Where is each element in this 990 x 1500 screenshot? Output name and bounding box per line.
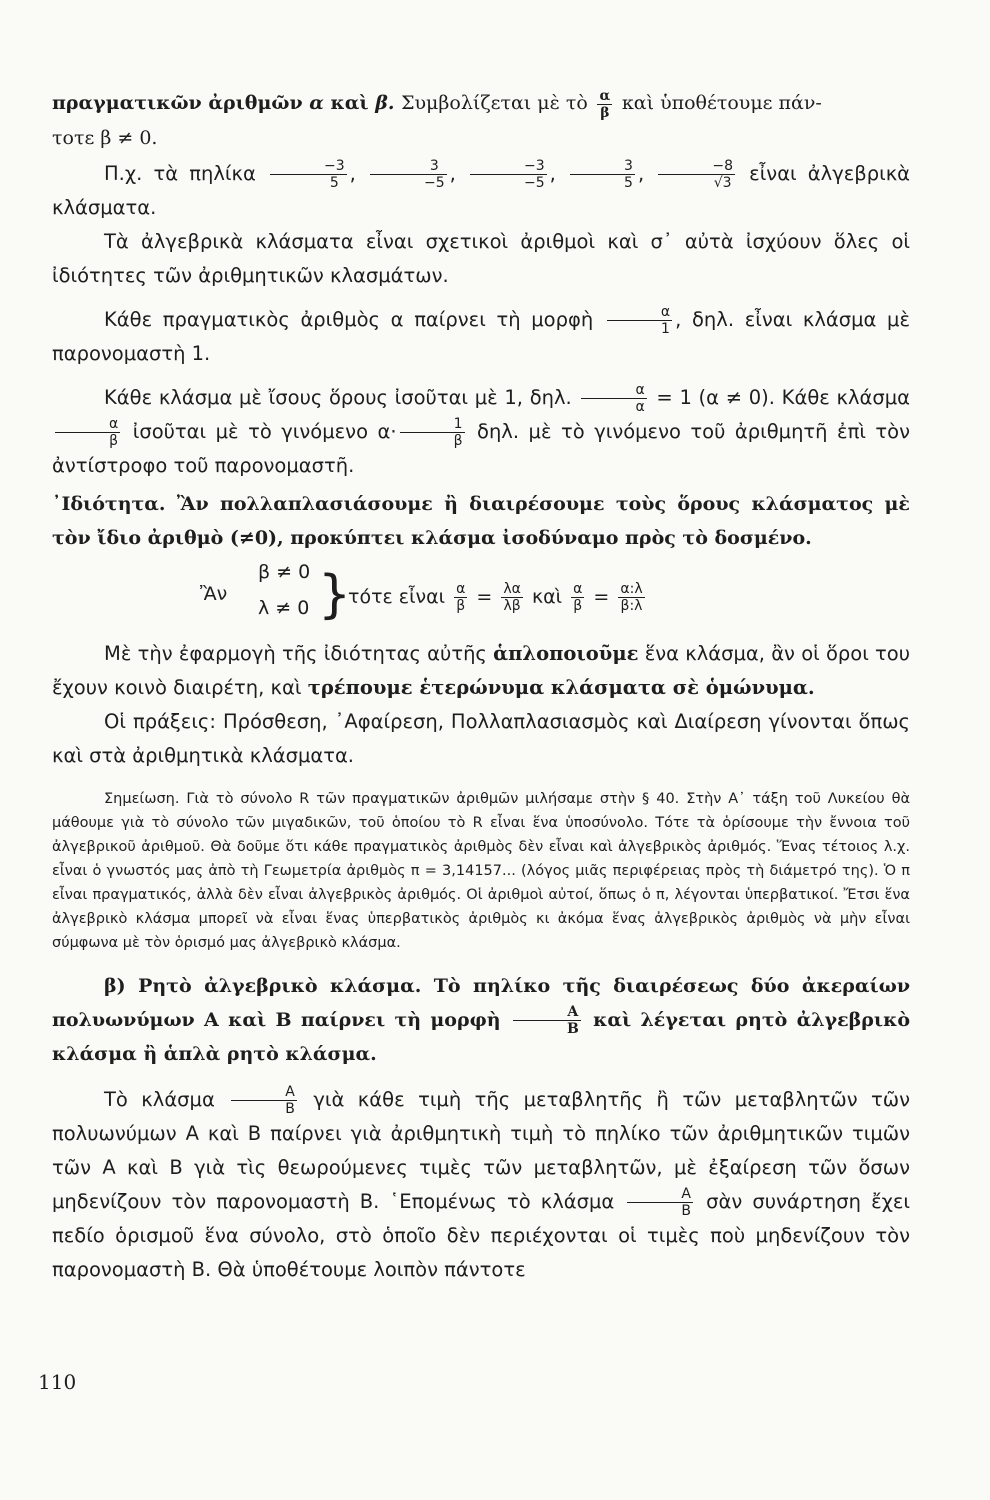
numerator: α:λ [620, 580, 643, 597]
equals: = [593, 585, 610, 608]
denominator: β [597, 104, 612, 121]
numerator: −8 [712, 157, 733, 174]
separator: , [449, 161, 456, 185]
text: , δηλ. εἶναι κλάσμα μὲ παρονομαστὴ 1. [52, 307, 910, 365]
denominator: −5 [370, 174, 447, 191]
text: γιὰ κάθε τιμὴ τῆς μεταβλητῆς ἢ τῶν μεταβλητῶν τῶν πολυωνύμων Α καὶ Β παίρνει γιὰ ἀριθμητικὴ τιμὴ τὸ πηλίκο τῶν ἀριθμητικῶν τιμῶν τῶν Α καὶ Β γιὰ τὶς θεωρούμενες τιμὲς τῶν μεταβλητῶν, μὲ ἐξαίρεση τῶν ὅσων μηδενίζουν τὸν παρονομαστὴ Β. ῾Επομένως τὸ κλάσμα [52, 1088, 911, 1213]
text: ἰσοῦται μὲ τὸ γινόμενο α· [132, 419, 397, 443]
numerator: A [567, 1004, 579, 1020]
numerator: −3 [524, 157, 545, 174]
paragraph-rational-domain [52, 1083, 910, 1287]
example-fraction [370, 158, 447, 191]
denominator: β [454, 597, 467, 614]
denominator: β [400, 432, 465, 449]
numerator: −3 [324, 157, 345, 174]
example-fraction [470, 158, 547, 191]
text: ἕνα κλάσμα, ἂν οἱ ὅροι του ἔχουν κοινὸ διαιρέτη, καὶ [52, 641, 910, 699]
text: = 1 (α ≠ 0). Κάθε κλάσμα [656, 385, 911, 409]
text: Τὸ κλάσμα [104, 1088, 215, 1111]
fraction-a-over-b [454, 581, 467, 614]
example-fraction [570, 158, 635, 191]
formula-result [348, 581, 648, 614]
denominator: α [581, 398, 646, 415]
denominator: √3 [658, 174, 735, 191]
text: β. [375, 92, 395, 114]
denominator: β [55, 432, 120, 449]
text: ἁπλοποιοῦμε [493, 641, 639, 665]
fraction-la-over-lb [501, 581, 523, 614]
numerator: A [285, 1084, 295, 1100]
numerator: α [109, 415, 119, 432]
text: Κάθε πραγματικὸς ἀριθμὸς α παίρνει τὴ μορφὴ [104, 307, 594, 331]
fraction-a-over-a [581, 382, 646, 415]
section-rational-fraction [52, 969, 910, 1072]
fraction-1-over-b [400, 416, 465, 449]
text: Μὲ τὴν ἐφαρμογὴ τῆς ἰδιότητας αὐτῆς [104, 641, 487, 665]
text: καὶ λέγεται ρητὸ ἀλγεβρικὸ κλάσμα ἢ ἁπλὰ ρητὸ κλάσμα. [52, 1008, 910, 1065]
text: καὶ [531, 585, 563, 608]
text: εἶναι ἀλγεβρικὰ κλάσματα. [52, 161, 911, 219]
example-fraction [270, 158, 347, 191]
fraction-A-over-B [513, 1004, 581, 1037]
text: πραγματικῶν ἀριθμῶν [52, 92, 303, 114]
numerator: 1 [453, 415, 463, 432]
denominator: 5 [270, 174, 347, 191]
condition-lambda: λ ≠ 0 [258, 596, 310, 619]
paragraph-simplification [52, 637, 910, 705]
denominator: λβ [501, 597, 523, 614]
paragraph-algebraic-fractions: Τὰ ἀλγεβρικὰ κλάσματα εἶναι σχετικοὶ ἀριθμοὶ καὶ σ᾽ αὐτὰ ἰσχύουν ὅλες οἱ ἰδιότητες τῶν ἀριθμητικῶν κλασμάτων. [52, 229, 910, 287]
fraction-A-over-B [627, 1186, 693, 1219]
example-paragraph [52, 157, 910, 225]
text: Κάθε κλάσμα μὲ ἴσους ὅρους ἰσοῦται μὲ 1, δηλ. [104, 385, 572, 409]
numerator: λα [503, 580, 521, 597]
separator: , [637, 161, 645, 185]
property-statement: ᾿Ιδιότητα. Ἂν πολλαπλασιάσουμε ἢ διαιρέσουμε τοὺς ὅρους κλάσματος μὲ τὸν ἴδιο ἀριθμὸ (≠0), προκύπτει κλάσμα ἰσοδύναμο πρὸς τὸ δοσμένο. [52, 492, 910, 549]
page-body [52, 86, 910, 1287]
separator: , [549, 161, 556, 185]
denominator: −5 [470, 174, 547, 191]
paragraph-equal-terms [52, 381, 910, 483]
condition-b: β ≠ 0 [258, 560, 311, 583]
fraction-A-over-B [231, 1084, 297, 1117]
denominator: β:λ [618, 597, 644, 614]
fraction-a-over-b [571, 581, 584, 614]
note-paragraph [52, 787, 910, 955]
text: α [309, 92, 324, 114]
text: Σημείωση. Γιὰ τὸ σύνολο R τῶν πραγματικῶν ἀριθμῶν μιλήσαμε στὴν § 40. Στὴν Α᾽ τάξη τοῦ Λυκείου θὰ μάθουμε γιὰ τὸ σύνολο τῶν μιγαδικῶν, τοῦ ὁποίου τὸ R εἶναι ἕνα ὑποσύνολο. Τότε τὰ ὁρίσουμε τὴν ἔννοια τοῦ ἀλγεβρικοῦ ἀριθμοῦ. Θὰ δοῦμε ὅτι κάθε πραγματικὸς ἀριθμὸς δὲν εἶναι καὶ ἀλγεβρικὸς ἀριθμός. Ἕνας τέτοιος λ.χ. εἶναι ὁ γνωστός μας ἀπὸ τὴ Γεωμετρία ἀριθμὸς π = 3,14157... (λόγος μιᾶς περιφέρειας πρὸς τὴ διάμετρό της). Ὁ π εἶναι πραγματικός, ἀλλὰ δὲν εἶναι ἀλγεβρικὸς ἀριθμός. Οἱ ἀριθμοὶ αὐτοί, ὅπως ὁ π, λέγονται ὑπερβατικοί. Ἔτσι ἕνα ἀλγεβρικὸ κλάσμα μπορεῖ νὰ εἶναι ἕνας ὑπερβατικὸς ἀριθμὸς κι ἀκόμα ἕνας ἀλγεβρικὸς ἀριθμὸς νὰ μὴν εἶναι σύμφωνα μὲ τὸν ὁρισμό μας ἀλγεβρικὸ κλάσμα. [52, 790, 910, 951]
text: Π.χ. τὰ πηλίκα [104, 161, 256, 185]
denominator: B [513, 1020, 581, 1037]
text: τρέπουμε ἑτερώνυμα κλάσματα σὲ ὁμώνυμα. [307, 675, 815, 699]
numerator: 3 [429, 157, 439, 174]
paragraph-operations: Οἱ πράξεις: Πρόσθεση, ᾿Αφαίρεση, Πολλαπλασιασμὸς καὶ Διαίρεση γίνονται ὅπως καὶ στὰ ἀριθμητικὰ κλάσματα. [52, 709, 910, 767]
fraction-a-over-b [55, 416, 120, 449]
fraction-a-over-1 [607, 304, 672, 337]
numerator: A [681, 1186, 691, 1202]
denominator: 1 [607, 320, 672, 337]
brace: } [318, 564, 352, 625]
fraction-a-over-b [597, 88, 612, 121]
text: Ἂν [200, 582, 228, 605]
separator: , [349, 161, 356, 185]
fraction-a-div-l-over-b-div-l [618, 581, 644, 614]
page-number: 110 [38, 1370, 77, 1394]
numerator: α [573, 580, 583, 597]
equals: = [476, 585, 493, 608]
text: β) Ρητὸ ἀλγεβρικὸ κλάσμα. Τὸ πηλίκο τῆς διαιρέσεως δύο ἀκεραίων πολυωνύμων Α καὶ Β παίρνει τὴ μορφὴ [52, 974, 910, 1031]
text: τότε εἶναι [348, 585, 446, 608]
denominator: B [231, 1100, 297, 1117]
text: τοτε β ≠ 0. [52, 126, 158, 149]
denominator: B [627, 1202, 693, 1219]
text: Συμβολίζεται μὲ τὸ [401, 92, 588, 114]
text: καὶ [330, 92, 369, 114]
denominator: 5 [570, 174, 635, 191]
numerator: α [660, 303, 671, 320]
paragraph-real-number-form [52, 303, 910, 371]
numerator: α [456, 580, 466, 597]
text: καὶ ὑποθέτουμε πάν- [621, 92, 822, 114]
example-fraction [658, 158, 735, 191]
property-formula [52, 561, 910, 635]
text: σὰν συνάρτηση ἔχει πεδίο ὁρισμοῦ ἕνα σύνολο, στὸ ὁποῖο δὲν περιέχονται οἱ τιμὲς ποὺ μηδενίζουν τὸν παρονομαστὴ Β. Θὰ ὑποθέτουμε λοιπὸν πάντοτε [52, 1190, 911, 1281]
numerator: α [635, 381, 645, 398]
numerator: 3 [624, 157, 633, 174]
numerator: α [599, 87, 611, 104]
denominator: β [571, 597, 584, 614]
intro-line [52, 86, 910, 155]
text: δηλ. μὲ τὸ γινόμενο τοῦ ἀριθμητῆ ἐπὶ τὸν ἀντίστροφο τοῦ παρονομαστῆ. [52, 419, 910, 477]
